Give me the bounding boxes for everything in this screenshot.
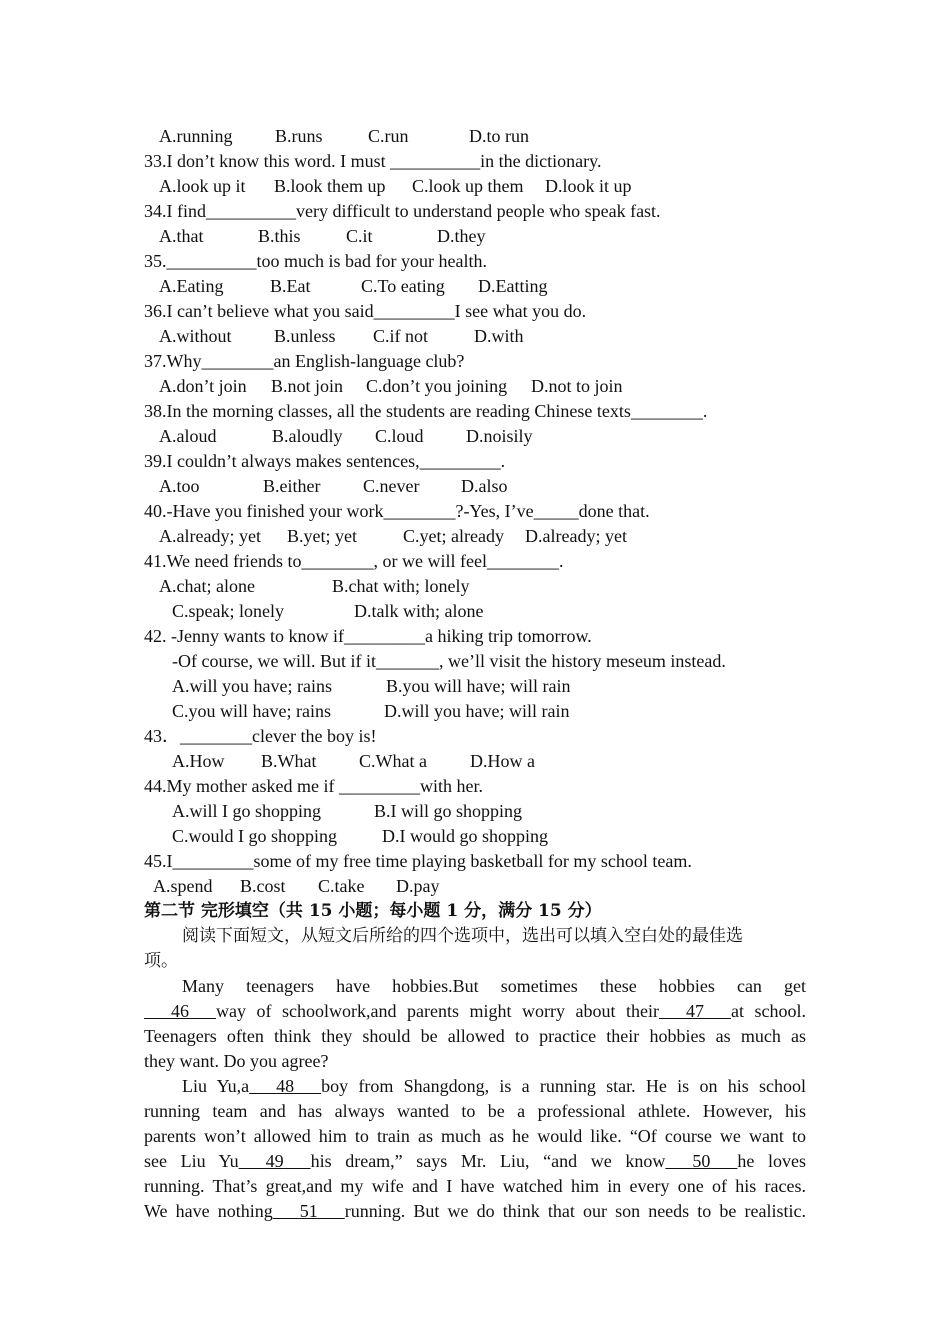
option-d: D.also [461,476,508,496]
question-40-stem: 40.-Have you finished your work________?-Yes, I’ve_____done that. [144,501,650,521]
option-c: C.loud [375,426,424,446]
option-c: C.look up them [412,176,524,196]
option-b: B.Eat [270,276,311,296]
q45-options [153,874,440,899]
option-c: C.To eating [361,276,445,296]
option-c: C.you will have; rains [172,701,331,721]
question-41-stem: 41.We need friends to________, or we will feel________. [144,551,564,571]
passage-line: We have nothing 51 running. But we do think that our son needs to be realistic. [144,1201,806,1221]
option-a: A.too [159,476,200,496]
passage-line: running. That’s great,and my wife and I have watched him in every one of his races. [144,1176,806,1196]
option-b: B.not join [271,376,344,396]
option-c: C.run [368,126,409,146]
option-a: A.chat; alone [159,576,255,596]
option-b: B.unless [274,326,336,346]
option-c: C.speak; lonely [172,601,284,621]
passage-line: Many teenagers have hobbies.But sometimes these hobbies can get [182,976,806,996]
blank-51: 51 [299,1201,318,1221]
q35-options [159,274,548,299]
option-b: B.aloudly [272,426,343,446]
question-39-stem: 39.I couldn’t always makes sentences,_________. [144,451,506,471]
option-a: A.that [159,226,204,246]
option-c: C.would I go shopping [172,826,338,846]
question-42-reply: -Of course, we will. But if it_______, we’ll visit the history meseum instead. [172,651,726,671]
option-c: C.don’t you joining [366,376,508,396]
q44-options-row2 [172,824,548,849]
option-d: D.pay [396,876,440,896]
option-a: A.Eating [159,276,224,296]
option-a: A.already; yet [159,526,261,546]
question-37-stem: 37.Why________an English-language club? [144,351,465,371]
question-45-stem: 45.I_________some of my free time playing basketball for my school team. [144,851,692,871]
blank-48: 48 [276,1076,295,1096]
option-a: A.without [159,326,232,346]
option-c: C.What a [359,751,427,771]
option-c: C.it [346,226,373,246]
instruction-line-1: 阅读下面短文，从短文后所给的四个选项中，选出可以填入空白处的最佳选 [182,926,743,946]
q42-options-row2 [172,699,570,724]
blank-47: 47 [686,1001,704,1021]
passage-line: Teenagers often think they should be allowed to practice their hobbies as much as [144,1026,806,1046]
option-a: A.will I go shopping [172,801,322,821]
q41-options-row2 [172,599,484,624]
blank-46: 46 [171,1001,189,1021]
question-33-stem: 33.I don’t know this word. I must __________in the dictionary. [144,151,602,171]
option-b: B.chat with; lonely [332,576,470,596]
option-d: D.How a [470,751,535,771]
question-36-stem: 36.I can’t believe what you said_________I see what you do. [144,301,587,321]
option-a: A.will you have; rains [172,676,332,696]
q36-options [159,324,524,349]
option-d: D.already; yet [525,526,627,546]
option-a: A.aloud [159,426,217,446]
option-b: B.look them up [274,176,386,196]
option-d: D.noisily [466,426,533,446]
q43-options [172,749,535,774]
passage-line: parents won’t allowed him to train as much as he would like. “Of course we want to [144,1126,806,1146]
passage-line: 46 way of schoolwork,and parents might worry about their 47 at school. [144,999,806,1024]
option-b: B.runs [275,126,323,146]
q38-options [159,424,533,449]
option-b: B.you will have; will rain [386,676,571,696]
question-35-stem: 35.__________too much is bad for your health. [144,251,487,271]
question-34-stem: 34.I find__________very difficult to understand people who speak fast. [144,201,661,221]
option-d: D.with [474,326,524,346]
option-d: D.will you have; will rain [384,701,570,721]
passage-line: running team and has always wanted to be a professional athlete. However, his [144,1101,806,1121]
q32-options [159,124,529,149]
blank-49: 49 [265,1151,284,1171]
option-b: B.yet; yet [287,526,357,546]
passage-line: Liu Yu,a 48 boy from Shangdong, is a running star. He is on his school [182,1076,806,1096]
option-a: A.How [172,751,225,771]
q34-options [159,224,486,249]
q37-options [159,374,623,399]
option-a: A.running [159,126,233,146]
option-a: A.don’t join [159,376,247,396]
option-b: B.this [258,226,301,246]
option-d: D.to run [469,126,529,146]
blank-50: 50 [692,1151,711,1171]
passage-line: see Liu Yu 49 his dream,” says Mr. Liu, “and we know 50 he loves [144,1151,806,1171]
q33-options [159,174,632,199]
option-c: C.if not [373,326,429,346]
option-d: D.Eatting [478,276,548,296]
option-a: A.look up it [159,176,246,196]
option-d: D.talk with; alone [354,601,484,621]
option-d: D.look it up [545,176,632,196]
option-d: D.I would go shopping [382,826,548,846]
option-d: D.they [437,226,486,246]
q41-options-row1 [159,574,470,599]
option-c: C.yet; already [403,526,504,546]
q44-options-row1 [172,799,523,824]
question-44-stem: 44.My mother asked me if _________with her. [144,776,483,796]
option-b: B.either [263,476,321,496]
instruction-line-2: 项。 [144,951,178,971]
q42-options-row1 [172,674,571,699]
option-d: D.not to join [531,376,623,396]
option-c: C.never [363,476,420,496]
option-b: B.cost [240,876,286,896]
q39-options [159,474,508,499]
option-b: B.What [261,751,317,771]
option-b: B.I will go shopping [374,801,523,821]
option-a: A.spend [153,876,213,896]
passage-line: they want. Do you agree? [144,1051,329,1071]
option-c: C.take [318,876,365,896]
question-42-stem: 42. -Jenny wants to know if_________a hiking trip tomorrow. [144,626,592,646]
question-43-stem: 43．________clever the boy is! [144,726,377,746]
question-38-stem: 38.In the morning classes, all the students are reading Chinese texts________. [144,401,708,421]
q40-options [159,524,627,549]
section-heading: 第二节 完形填空（共 15 小题；每小题 1 分，满分 15 分） [144,901,602,921]
